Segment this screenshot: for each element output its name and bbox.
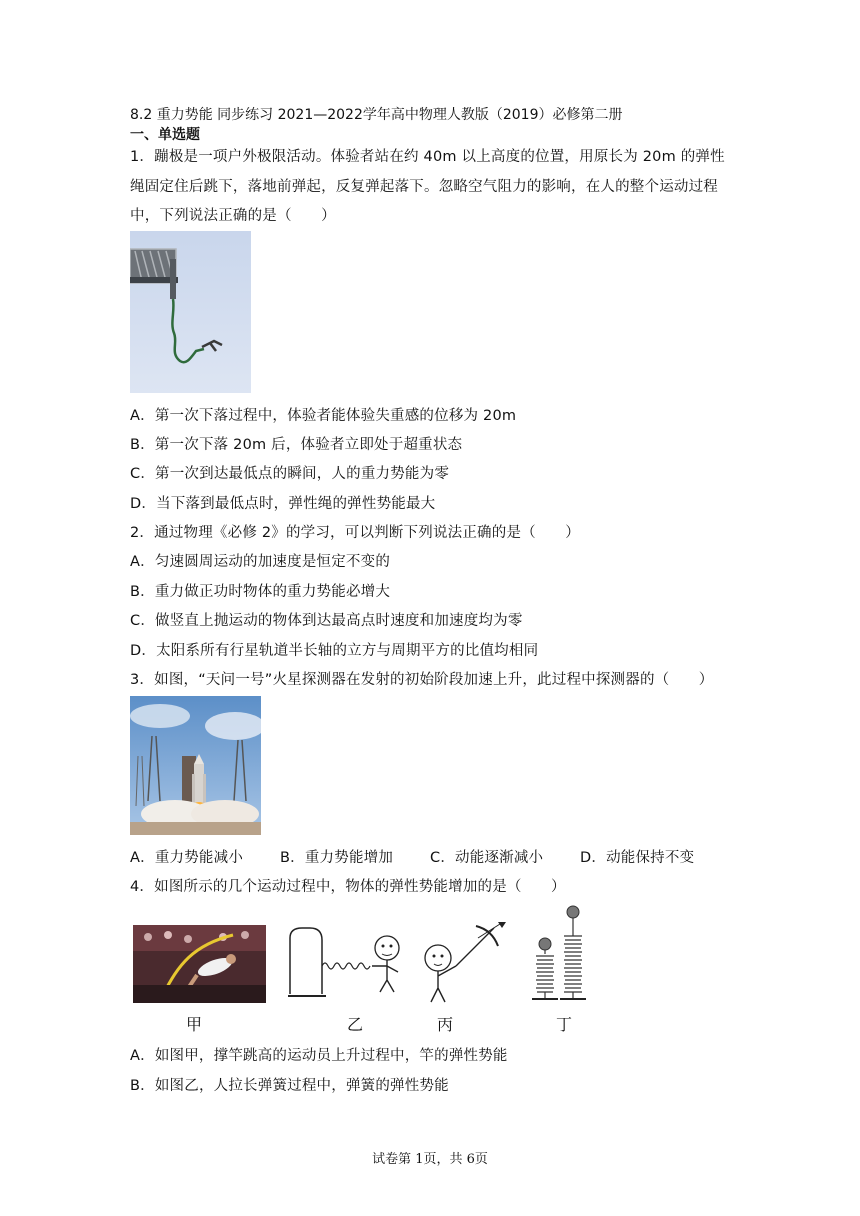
q4-option-b: B．如图乙，人拉长弹簧过程中，弹簧的弹性势能	[130, 1078, 449, 1094]
q1-option-b: B．第一次下落 20m 后，体验者立即处于超重状态	[130, 437, 463, 453]
caption-yi: 乙	[347, 1015, 364, 1034]
caption-jia: 甲	[186, 1015, 203, 1034]
q1-stem-line3: 中，下列说法正确的是（ ）	[130, 208, 336, 224]
section-heading: 一、单选题	[130, 127, 200, 143]
q2-stem: 2．通过物理《必修 2》的学习，可以判断下列说法正确的是（ ）	[130, 525, 580, 541]
spring-pull-drawing	[288, 926, 403, 998]
rocket-launch-photo	[130, 696, 261, 835]
pole-vault-photo	[133, 925, 266, 1003]
q4-option-a: A．如图甲，撑竿跳高的运动员上升过程中，竿的弹性势能	[130, 1048, 508, 1064]
q3-option-d: D．动能保持不变	[580, 850, 695, 866]
q1-stem-line1: 1．蹦极是一项户外极限活动。体验者站在约 40m 以上高度的位置，用原长为 20m 的弹性	[130, 149, 725, 165]
q1-stem-line2: 绳固定住后跳下，落地前弹起，反复弹起落下。忽略空气阻力的影响，在人的整个运动过程	[130, 179, 718, 195]
page-footer: 试卷第 1页，共 6页	[372, 1152, 488, 1167]
spring-ball-drawing	[528, 902, 590, 1002]
q1-option-a: A．第一次下落过程中，体验者能体验失重感的位移为 20m	[130, 408, 517, 424]
q2-option-b: B．重力做正功时物体的重力势能必增大	[130, 584, 391, 600]
q3-option-b: B．重力势能增加	[280, 850, 394, 866]
q2-option-c: C．做竖直上抛运动的物体到达最高点时速度和加速度均为零	[130, 613, 523, 629]
caption-ding: 丁	[556, 1015, 573, 1034]
q2-option-d: D．太阳系所有行星轨道半长轴的立方与周期平方的比值均相同	[130, 643, 539, 659]
q3-option-a: A．重力势能减小	[130, 850, 244, 866]
archer-drawing	[416, 920, 508, 1004]
bungee-jump-photo	[130, 231, 251, 393]
q3-option-c: C．动能逐渐减小	[430, 850, 544, 866]
q3-options-row	[130, 846, 694, 867]
q1-option-c: C．第一次到达最低点的瞬间，人的重力势能为零	[130, 466, 450, 482]
document-title: 8.2 重力势能 同步练习 2021—2022学年高中物理人教版（2019）必修第二册	[130, 107, 623, 123]
q4-stem: 4．如图所示的几个运动过程中，物体的弹性势能增加的是（ ）	[130, 879, 566, 895]
caption-bing: 丙	[437, 1015, 454, 1034]
q3-stem: 3．如图，“天问一号”火星探测器在发射的初始阶段加速上升，此过程中探测器的（ ）	[130, 672, 714, 688]
q2-option-a: A．匀速圆周运动的加速度是恒定不变的	[130, 554, 391, 570]
q1-option-d: D．当下落到最低点时，弹性绳的弹性势能最大	[130, 496, 436, 512]
